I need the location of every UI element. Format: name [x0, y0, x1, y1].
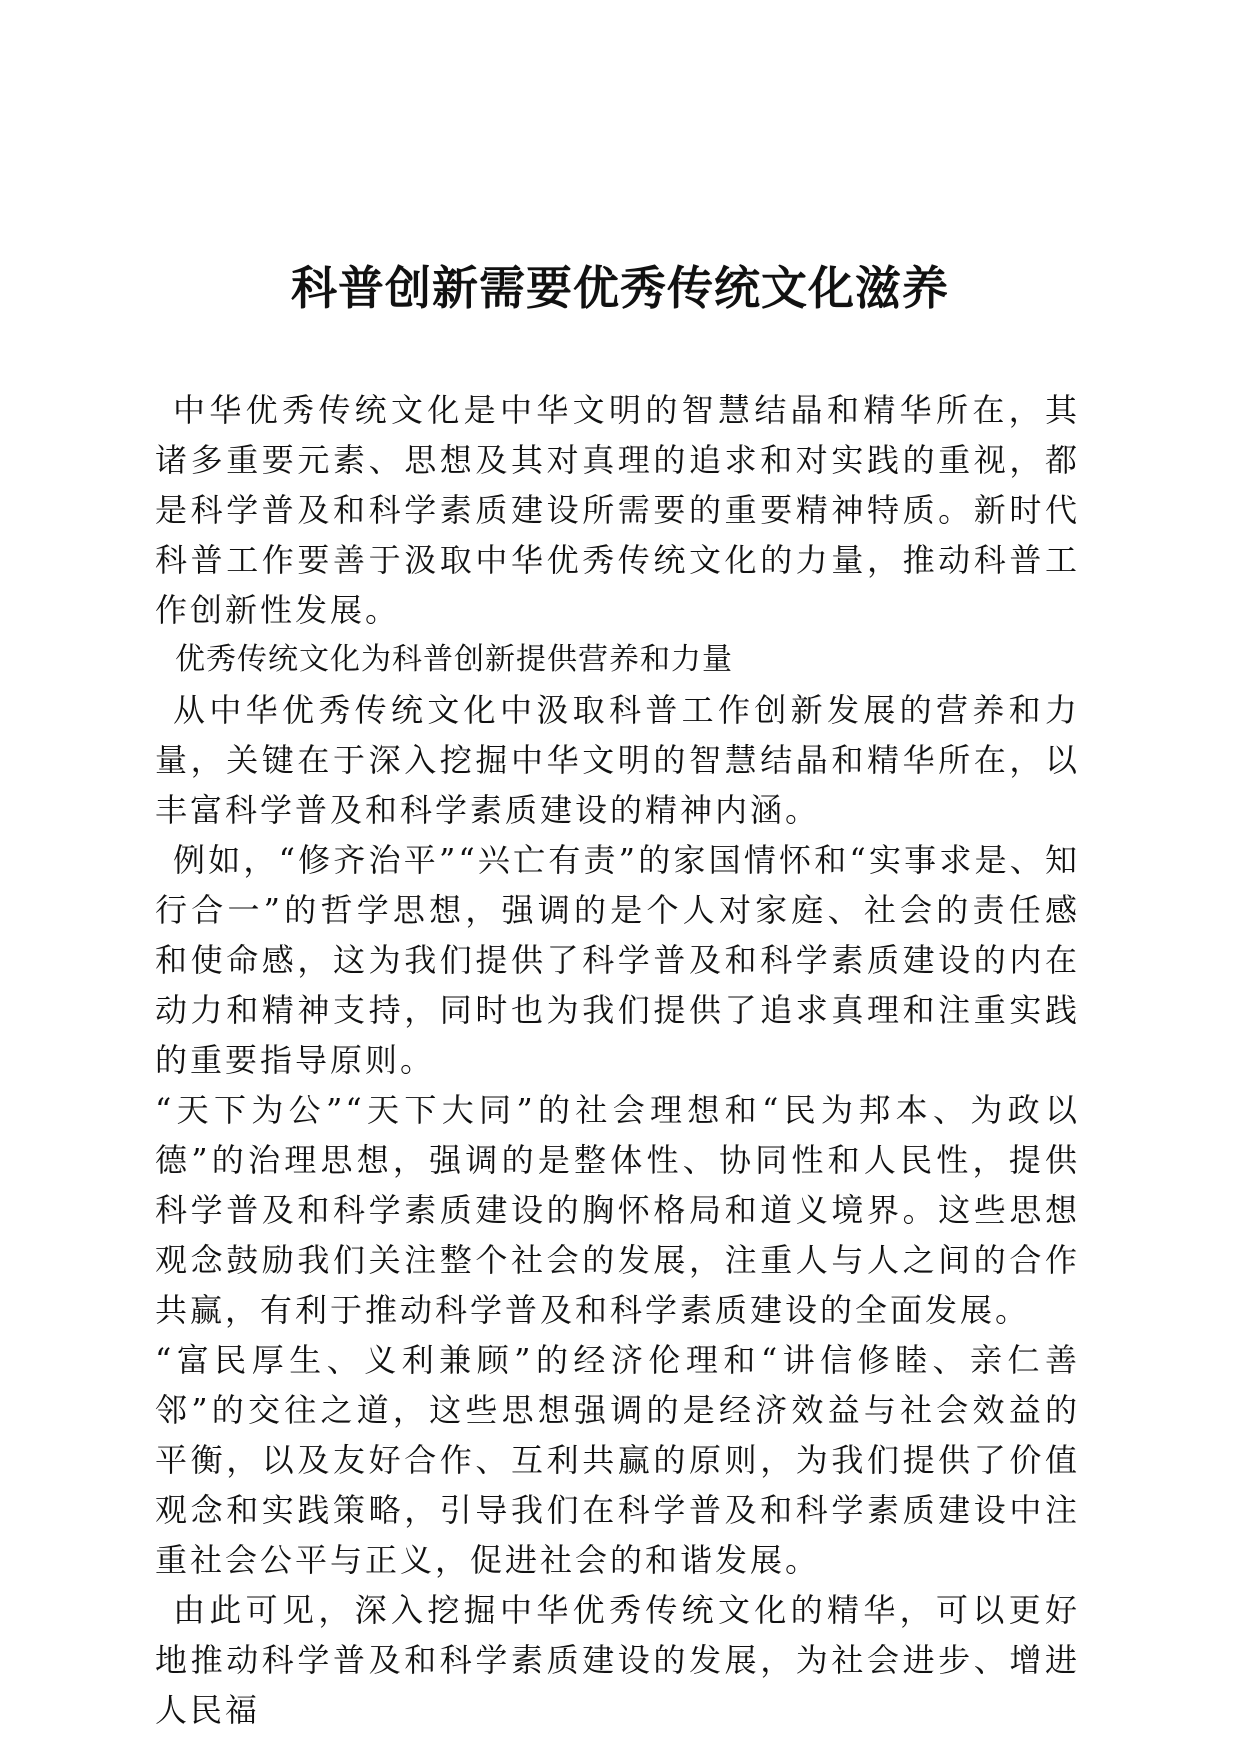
body-paragraph: “富民厚生、义利兼顾”的经济伦理和“讲信修睦、亲仁善邻”的交往之道，这些思想强调的是经济效益与社会效益的平衡，以及友好合作、互利共赢的原则，为我们提供了价值观念和实践策略，引导我们在科学普及和科学素质建设中注重社会公平与正义，促进社会的和谐发展。: [155, 1341, 1080, 1579]
document-title: 科普创新需要优秀传统文化滋养: [291, 261, 949, 315]
document-body: [155, 385, 1080, 1735]
closing-paragraph: 由此可见，深入挖掘中华优秀传统文化的精华，可以更好地推动科学普及和科学素质建设的发展，为社会进步、增进人民福: [155, 1591, 1080, 1729]
body-paragraph: 例如，“修齐治平”“兴亡有责”的家国情怀和“实事求是、知行合一”的哲学思想，强调的是个人对家庭、社会的责任感和使命感，这为我们提供了科学普及和科学素质建设的内在动力和精神支持，同时也为我们提供了追求真理和注重实践的重要指导原则。: [155, 841, 1080, 1079]
intro-paragraph: 中华优秀传统文化是中华文明的智慧结晶和精华所在，其诸多重要元素、思想及其对真理的追求和对实践的重视，都是科学普及和科学素质建设所需要的重要精神特质。新时代科普工作要善于汲取中华优秀传统文化的力量，推动科普工作创新性发展。: [155, 391, 1080, 629]
body-paragraph: “天下为公”“天下大同”的社会理想和“民为邦本、为政以德”的治理思想，强调的是整体性、协同性和人民性，提供科学普及和科学素质建设的胸怀格局和道义境界。这些思想观念鼓励我们关注整个社会的发展，注重人与人之间的合作共赢，有利于推动科学普及和科学素质建设的全面发展。: [155, 1091, 1080, 1329]
body-paragraph: 从中华优秀传统文化中汲取科普工作创新发展的营养和力量，关键在于深入挖掘中华文明的智慧结晶和精华所在，以丰富科学普及和科学素质建设的精神内涵。: [155, 691, 1080, 829]
section-heading: 优秀传统文化为科普创新提供营养和力量: [175, 642, 733, 677]
